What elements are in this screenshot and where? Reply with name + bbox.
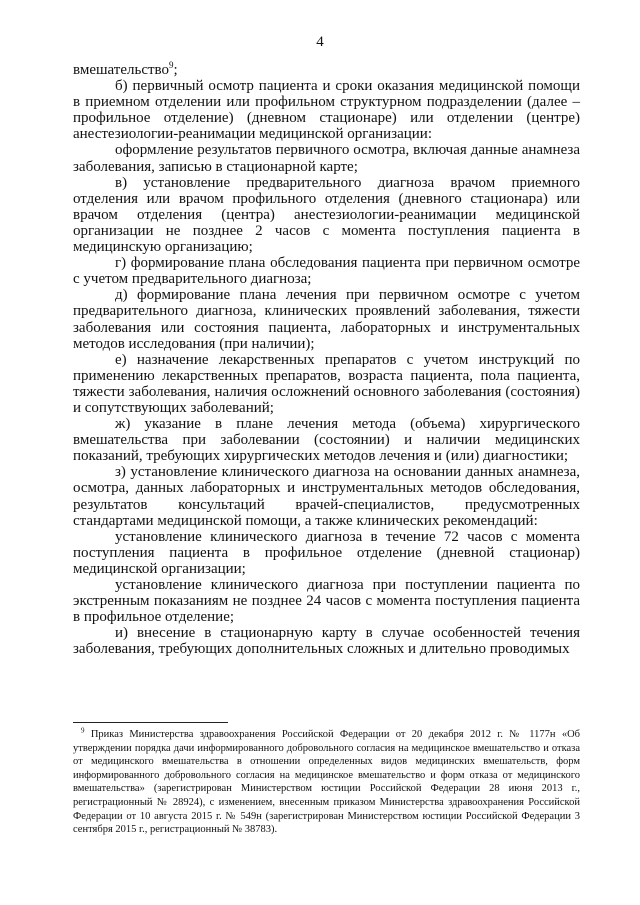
paragraph-item-e: е) назначение лекарственных препаратов с учетом инструкций по применению лекарственных препаратов, возраста пациента, пола пациента, тяжести заболевания, наличия осложнений основного заболевания (состояния) и сопутствующих заболеваний;	[73, 351, 580, 416]
body-text	[73, 62, 580, 657]
paragraph-item-zh: ж) указание в плане лечения метода (объема) хирургического вмешательства при заболевании (состоянии) и наличии медицинских показаний, требующих хирургических методов лечения и (или) диагностики;	[73, 416, 580, 465]
paragraph-item-b: б) первичный осмотр пациента и сроки оказания медицинской помощи в приемном отделении или профильном структурном подразделении (далее – профильное отделение) (дневном стационаре) или отделении (центре) анестезиологии-реанимации медицинской организации:	[73, 78, 580, 143]
page-number: 4	[316, 34, 324, 50]
paragraph-subitem: установление клинического диагноза при поступлении пациента по экстренным показаниям не позднее 24 часов с момента поступления пациента в профильное отделение;	[73, 577, 580, 626]
paragraph-item-z: з) установление клинического диагноза на основании данных анамнеза, осмотра, данных лабораторных и инструментальных методов обследования, результатов консультаций врачей-специалистов, предусмотренных стандартами медицинской помощи, а также клинических рекомендаций:	[73, 464, 580, 529]
footnote	[73, 728, 580, 837]
footnote-text: Приказ Министерства здравоохранения Российской Федерации от 20 декабря 2012 г. № 1177н «Об утверждении порядка дачи информированного добровольного согласия на медицинское вмешательство и отказа от медицинского вмешательства в отношении определенных видов медицинских вмешательств, форм информированного добровольного согласия на медицинское вмешательство и форм отказа от медицинского вмешательства» (зарегистрирован Министерством юстиции Российской Федерации 28 июня 2013 г., регистрационный № 28924), с изменением, внесенным приказом Министерства здравоохранения Российской Федерации от 10 августа 2015 г. № 549н (зарегистрирован Министерством юстиции Российской Федерации 3 сентября 2015 г., регистрационный № 38783).	[73, 729, 581, 836]
paragraph-text: вмешательство	[73, 62, 170, 78]
paragraph-item-g: г) формирование плана обследования пациента при первичном осмотре с учетом предварительного диагноза;	[73, 255, 580, 288]
paragraph-subitem: установление клинического диагноза в течение 72 часов с момента поступления пациента в профильное отделение (дневной стационар) медицинской организации;	[73, 528, 580, 577]
paragraph-tail: ;	[173, 62, 178, 78]
footnote-divider	[73, 722, 228, 723]
footnote-mark: 9	[81, 726, 85, 735]
paragraph-item-v: в) установление предварительного диагноза врачом приемного отделения или врачом профильного отделения (дневного стационара) или врачом отделения (центра) анестезиологии-реанимации медицинской организации не позднее 2 часов с момента поступления пациента в медицинскую организацию;	[73, 174, 580, 256]
paragraph-subitem: оформление результатов первичного осмотра, включая данные анамнеза заболевания, записью в стационарной карте;	[73, 142, 580, 175]
paragraph-item-d: д) формирование плана лечения при первичном осмотре с учетом предварительного диагноза, клинических проявлений заболевания, тяжести заболевания или состояния пациента, лабораторных и инструментальных методов исследования (при наличии);	[73, 287, 580, 352]
footnote-reference[interactable]: 9	[169, 60, 174, 70]
paragraph-item-i: и) внесение в стационарную карту в случае особенностей течения заболевания, требующих дополнительных сложных и длительно проводимых	[73, 625, 580, 658]
paragraph-continuation	[73, 62, 580, 78]
